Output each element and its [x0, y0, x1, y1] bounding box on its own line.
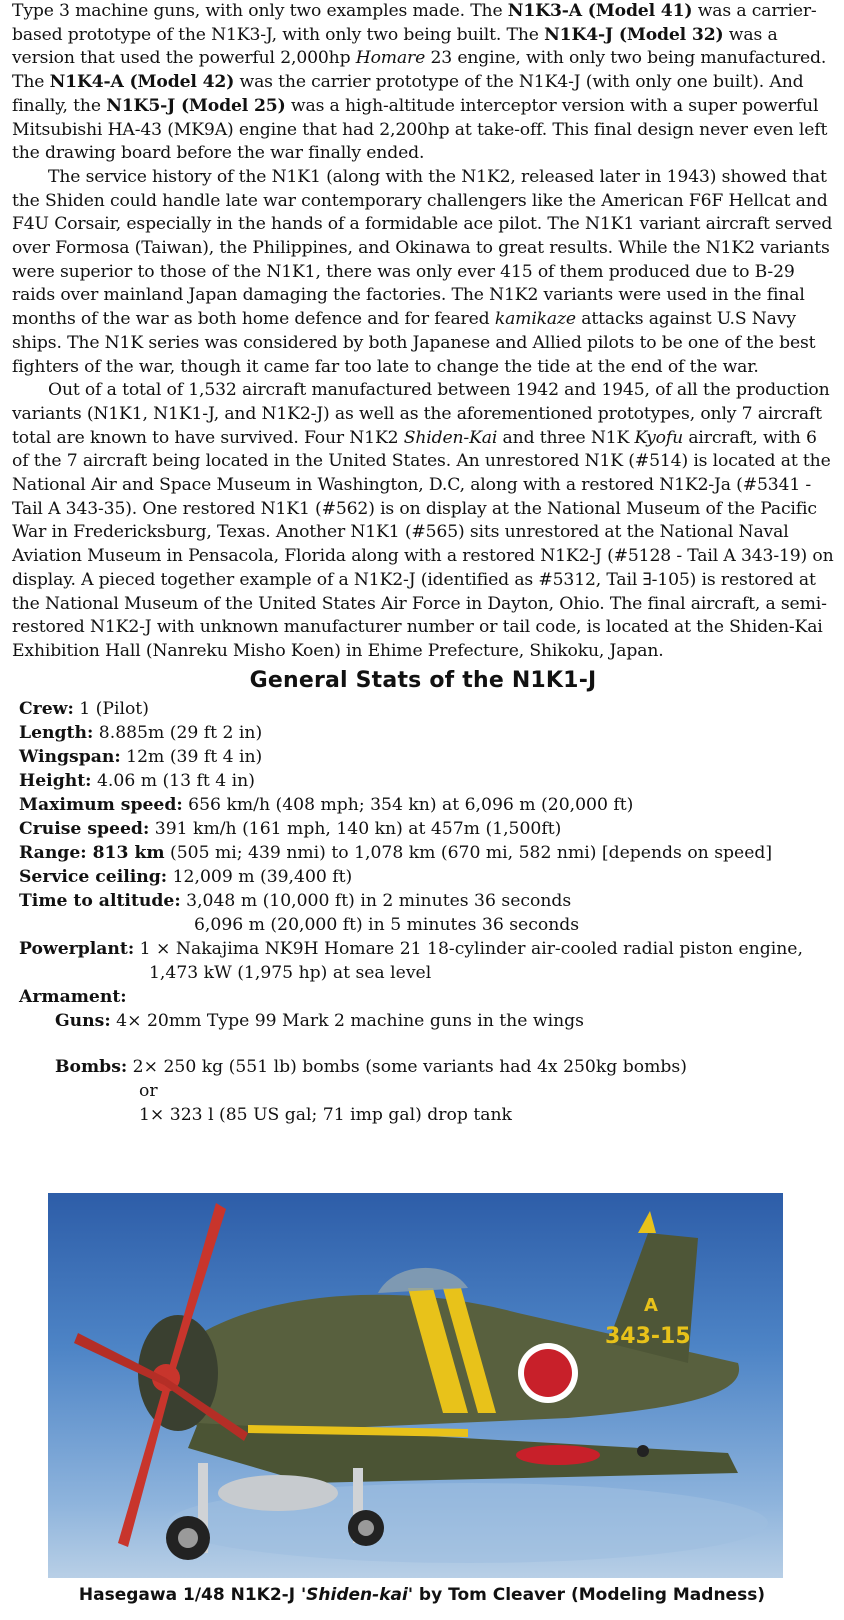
text: Type 3 machine guns, with only two examples made. The: [12, 1, 508, 21]
caption-text: Hasegawa 1/48 N1K2-J ': [78, 1585, 307, 1605]
drop-tank: [218, 1475, 338, 1511]
stat-max-speed: [19, 793, 834, 817]
armament-bombs: [19, 1055, 834, 1079]
stat-label: Time to altitude:: [19, 890, 181, 911]
article: [12, 0, 834, 1127]
stat-label: Service ceiling:: [19, 866, 168, 887]
stat-value: 4.06 m (13 ft 4 in): [91, 770, 255, 791]
stat-label: Powerplant:: [19, 938, 135, 959]
stat-value: 2× 250 kg (551 lb) bombs (some variants had 4x 250kg bombs): [127, 1056, 687, 1077]
text: and three N1K: [497, 427, 635, 448]
hub-right: [358, 1520, 374, 1536]
tail-tip: [638, 1211, 656, 1233]
emphasis: Shiden-Kai: [403, 427, 498, 448]
emphasis: kamikaze: [494, 309, 576, 330]
stat-label: Crew:: [19, 698, 74, 719]
stat-value: 4× 20mm Type 99 Mark 2 machine guns in the wings: [110, 1010, 584, 1031]
text: was a high-altitude interceptor version with a super powerful Mitsubishi HA-43 (MK9A) engine that had 2,200hp at take-off. This final design never even left the drawing board before the war finally ended.: [12, 95, 828, 164]
armament-bombs-or: or: [139, 1080, 158, 1101]
stat-length: [19, 721, 834, 745]
stat-range: [19, 841, 834, 865]
variant-name: N1K4-J (Model 32): [544, 24, 724, 45]
model-photo: [48, 1193, 783, 1578]
spacer: [19, 1033, 834, 1055]
stat-value: 391 km/h (161 mph, 140 kn) at 457m (1,500ft): [149, 818, 562, 839]
wing-hinomaru: [516, 1445, 600, 1465]
stats-title: General Stats of the N1K1-J: [249, 667, 597, 693]
text: 23 engine, with only two being manufactured. The: [12, 48, 827, 93]
paragraph-survivors: [12, 379, 834, 663]
text: was the carrier prototype of the N1K4-J (with only one built). And finally, the: [12, 72, 804, 116]
stat-label: Range:: [19, 842, 87, 863]
stat-crew: [19, 697, 834, 721]
stat-label: Height:: [19, 770, 92, 791]
engine-name: Homare: [355, 48, 426, 69]
stat-value: 1 × Nakajima NK9H Homare 21 18-cylinder air-cooled radial piston engine,: [134, 938, 803, 959]
text: aircraft, with 6 of the 7 aircraft being located in the United States. An unrestored N1K (#514) is located at the National Air and Space Museum in Washington, D.C, along with a restored N1K2-Ja (#5341 - Tail A 343-35). One restored N1K1 (#562) is on display at the National Museum of the Pacific War in Fredericksburg, Texas. Another N1K1 (#565) sits unrestored at the National Naval Aviation Museum in Pensacola, Florida along with a restored N1K2-J (#5128 - Tail A 343-19) on display. A pieced together example of a N1K2-J (identified as #5312, Tail ∃-105) is restored at the National Museum of the United States Air Force in Dayton, Ohio. The final aircraft, a semi-restored N1K2-J with unknown manufacturer number or tail code, is located at the Shiden-Kai Exhibition Hall (Nanreku Misho Koen) in Ehime Prefecture, Shikoku, Japan.: [12, 427, 834, 661]
variant-name: N1K3-A (Model 41): [507, 1, 693, 21]
tail-letter: A: [644, 1295, 658, 1316]
article-prose: [12, 0, 834, 664]
emphasis: Kyofu: [634, 427, 683, 448]
stat-value: 656 km/h (408 mph; 354 kn) at 6,096 m (20,000 ft): [182, 794, 634, 815]
stat-value: 12,009 m (39,400 ft): [167, 866, 353, 887]
caption-text: ' by Tom Cleaver (Modeling Madness): [407, 1585, 766, 1605]
stats-list: [12, 697, 834, 985]
stat-height: [19, 769, 834, 793]
text: was a carrier-based prototype of the N1K3-J, with only two being built. The: [12, 1, 817, 45]
stat-label: Guns:: [55, 1010, 111, 1031]
armament-guns: [19, 1009, 834, 1033]
aircraft-illustration: [48, 1193, 783, 1578]
stat-wingspan: [19, 745, 834, 769]
photo-caption: [0, 1585, 844, 1605]
tail-wheel: [637, 1445, 649, 1457]
stat-label: Cruise speed:: [19, 818, 150, 839]
stat-value: 3,048 m (10,000 ft) in 2 minutes 36 seconds: [180, 890, 572, 911]
variant-name: N1K4-A (Model 42): [49, 72, 235, 93]
stat-value: 12m (39 ft 4 in): [120, 746, 263, 767]
tail-code: 343-15: [605, 1324, 691, 1349]
stat-label: Wingspan:: [19, 746, 121, 767]
stat-value: (505 mi; 439 nmi) to 1,078 km (670 mi, 582 nmi) [depends on speed]: [164, 842, 773, 863]
stat-value: 8.885m (29 ft 2 in): [93, 722, 263, 743]
text: The service history of the N1K1 (along with the N1K2, released later in 1943) showed that the Shiden could handle late war contemporary challengers like the American F6F Hellcat and F4U Corsair, especially in the hands of a formidable ace pilot. The N1K1 variant aircraft served over Formosa (Taiwan), the Philippines, and Okinawa to great results. While the N1K2 variants were superior to those of the N1K1, there was only ever 415 of them produced due to B-29 raids over mainland Japan damaging the factories. The N1K2 variants were used in the final months of the war as both home defence and for feared: [12, 166, 833, 330]
stat-cruise-speed: [19, 817, 834, 841]
text: attacks against U.S Navy ships. The N1K series was considered by both Japanese and Allied pilots to be one of the best fighters of the war, though it came far too late to change the tide at the end of the war.: [12, 309, 816, 377]
text: Out of a total of 1,532 aircraft manufactured between 1942 and 1945, of all the production variants (N1K1, N1K1-J, and N1K2-J) as well as the aforementioned prototypes, only 7 aircraft total are known to have survived. Four N1K2: [12, 380, 830, 448]
stat-powerplant-cont: 1,473 kW (1,975 hp) at sea level: [149, 962, 432, 983]
hub-left: [178, 1528, 198, 1548]
stat-powerplant: [19, 937, 834, 961]
stat-value-bold: 813 km: [86, 842, 165, 863]
paragraph-variants: [12, 0, 834, 166]
stat-service-ceiling: [19, 865, 834, 889]
stat-value: 1 (Pilot): [73, 698, 149, 719]
stat-time-to-altitude: [19, 889, 834, 913]
stat-label: Length:: [19, 722, 94, 743]
armament-bombs-alt: 1× 323 l (85 US gal; 71 imp gal) drop tank: [139, 1104, 512, 1125]
armament-section: [12, 985, 834, 1127]
paragraph-service-history: [12, 166, 834, 379]
stat-label: Bombs:: [55, 1056, 128, 1077]
armament-label: Armament:: [19, 986, 127, 1007]
stat-time-to-altitude-cont: 6,096 m (20,000 ft) in 5 minutes 36 seconds: [194, 914, 580, 935]
stat-label: Maximum speed:: [19, 794, 183, 815]
caption-italic: Shiden-kai: [306, 1585, 408, 1605]
text: was a version that used the powerful 2,000hp: [12, 24, 778, 69]
hinomaru: [524, 1349, 572, 1397]
variant-name: N1K5-J (Model 25): [106, 95, 286, 116]
